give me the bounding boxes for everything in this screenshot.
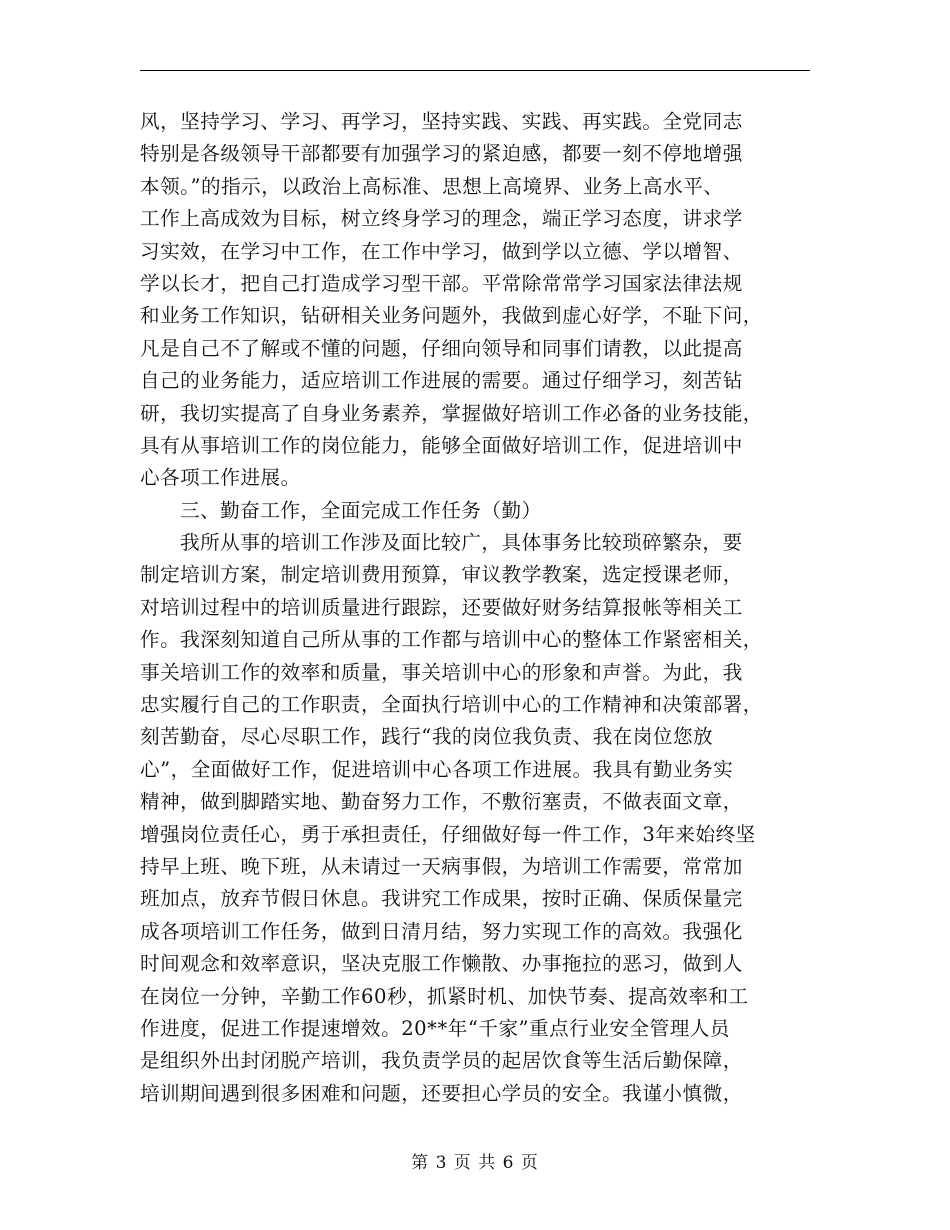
text-line: 刻苦勤奋，尽心尽职工作，践行“我的岗位我负责、我在岗位您放 bbox=[140, 725, 714, 749]
text-line: 心各项工作进展。 bbox=[140, 466, 301, 490]
text-line: 凡是自己不了解或不懂的问题，仔细向领导和同事们请教，以此提高 bbox=[140, 336, 743, 360]
text-line: 自己的业务能力，适应培训工作进展的需要。通过仔细学习，刻苦钻 bbox=[140, 369, 743, 393]
page-footer: 第 3 页 共 6 页 bbox=[411, 1153, 539, 1173]
text-line: 具有从事培训工作的岗位能力，能够全面做好培训工作，促进培训中 bbox=[140, 433, 743, 457]
text-line: 三、勤奋工作，全面完成工作任务（勤） bbox=[180, 498, 542, 522]
text-line: 特别是各级领导干部都要有加强学习的紧迫感，都要一刻不停地增强 bbox=[140, 142, 743, 166]
text-line: 风，坚持学习、学习、再学习，坚持实践、实践、再实践。全党同志 bbox=[140, 110, 743, 133]
text-line: 培训期间遇到很多困难和问题，还要担心学员的安全。我谨小慎微， bbox=[140, 1081, 743, 1105]
text-line: 增强岗位责任心，勇于承担责任，仔细做好每一件工作，3年来始终坚 bbox=[140, 822, 756, 846]
text-line: 班加点，放弃节假日休息。我讲究工作成果，按时正确、保质保量完 bbox=[140, 887, 743, 911]
document-body bbox=[140, 106, 810, 1110]
text-line: 成各项培训工作任务，做到日清月结，努力实现工作的高效。我强化 bbox=[140, 919, 743, 943]
header-rule bbox=[140, 70, 810, 71]
text-line: 学以长才，把自己打造成学习型干部。平常除常常学习国家法律法规 bbox=[140, 271, 743, 295]
text-line: 在岗位一分钟，辛勤工作60秒，抓紧时机、加快节奏、提高效率和工 bbox=[140, 984, 749, 1008]
text-line: 持早上班、晚下班，从未请过一天病事假，为培训工作需要，常常加 bbox=[140, 854, 743, 878]
text-line: 研，我切实提高了自身业务素养，掌握做好培训工作必备的业务技能， bbox=[140, 401, 763, 425]
text-line: 作。我深刻知道自己所从事的工作都与培训中心的整体工作紧密相关， bbox=[140, 628, 763, 652]
text-line: 我所从事的培训工作涉及面比较广，具体事务比较琐碎繁杂，要 bbox=[180, 531, 743, 555]
text-line: 忠实履行自己的工作职责，全面执行培训中心的工作精神和决策部署， bbox=[140, 693, 763, 717]
text-line: 是组织外出封闭脱产培训，我负责学员的起居饮食等生活后勤保障， bbox=[140, 1049, 743, 1073]
text-line: 精神，做到脚踏实地、勤奋努力工作，不敷衍塞责，不做表面文章， bbox=[140, 790, 743, 814]
text-line: 工作上高成效为目标，树立终身学习的理念，端正学习态度，讲求学 bbox=[140, 207, 743, 231]
text-line: 本领。”的指示，以政治上高标准、思想上高境界、业务上高水平、 bbox=[140, 174, 724, 198]
text-line: 制定培训方案，制定培训费用预算，审议教学教案，选定授课老师， bbox=[140, 563, 743, 587]
text-line: 习实效，在学习中工作，在工作中学习，做到学以立德、学以增智、 bbox=[140, 239, 743, 263]
text-line: 事关培训工作的效率和质量，事关培训中心的形象和声誉。为此，我 bbox=[140, 660, 743, 684]
text-line: 对培训过程中的培训质量进行跟踪，还要做好财务结算报帐等相关工 bbox=[140, 595, 743, 619]
text-line: 作进度，促进工作提速增效。20**年“千家”重点行业安全管理人员 bbox=[140, 1016, 730, 1040]
text-line: 和业务工作知识，钻研相关业务问题外，我做到虚心好学，不耻下问， bbox=[140, 304, 763, 328]
text-line: 时间观念和效率意识，坚决克服工作懒散、办事拖拉的恶习，做到人 bbox=[140, 952, 743, 976]
text-line: 心”，全面做好工作，促进培训中心各项工作进展。我具有勤业务实 bbox=[140, 757, 734, 781]
